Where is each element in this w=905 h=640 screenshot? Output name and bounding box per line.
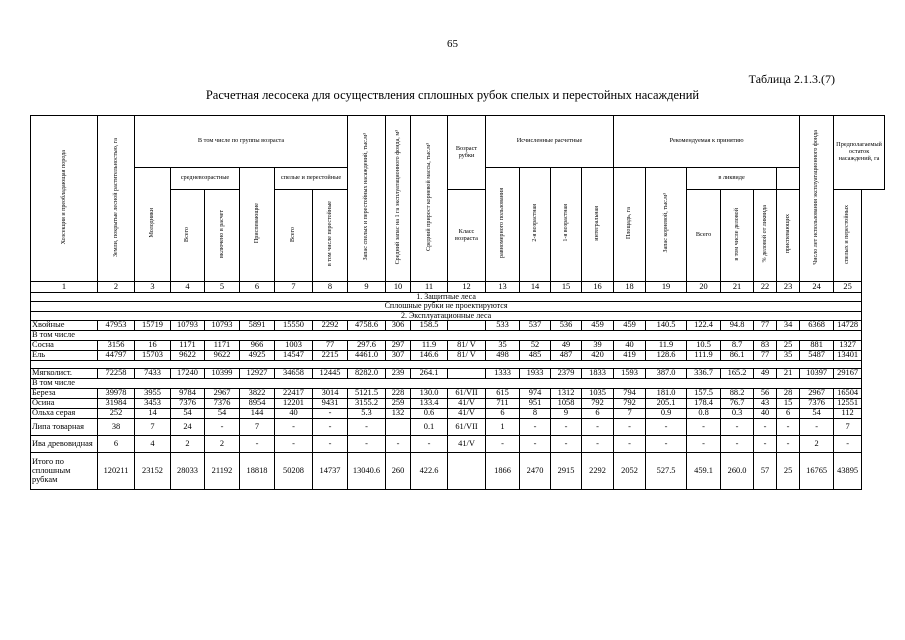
table-cell: 6 [582, 409, 614, 419]
table-cell: 794 [614, 389, 646, 399]
header-liquid: в ликвиде [687, 168, 777, 190]
table-row [31, 341, 885, 351]
table-cell: 35 [486, 341, 520, 351]
table-cell: 13040.6 [348, 453, 386, 490]
table-cell: 2 [171, 436, 205, 453]
table-cell: 12201 [275, 399, 313, 409]
table-cell: 533 [486, 321, 520, 331]
header-mature-all: Всего [275, 190, 313, 282]
table-cell: 112 [834, 409, 862, 419]
table-cell: 1933 [520, 369, 551, 379]
table-cell: 9622 [205, 351, 240, 361]
table-cell: - [687, 419, 721, 436]
table-cell [448, 369, 486, 379]
table-cell: 792 [582, 399, 614, 409]
table-cell: 485 [520, 351, 551, 361]
table-cell: 2215 [313, 351, 348, 361]
table-cell: 4925 [240, 351, 275, 361]
table-cell: - [754, 419, 777, 436]
table-row [31, 409, 885, 419]
table-cell: 57 [754, 453, 777, 490]
table-cell: 23152 [135, 453, 171, 490]
table-cell: - [834, 436, 862, 453]
table-cell: 0.3 [721, 409, 754, 419]
table-cell: 39978 [98, 389, 135, 399]
table-cell: - [386, 436, 411, 453]
table-cell: - [411, 436, 448, 453]
table-cell: - [486, 436, 520, 453]
header-middle: средневозрастные [171, 168, 240, 190]
table-cell: 966 [240, 341, 275, 351]
table-cell: 61/VII [448, 419, 486, 436]
table-cell: 419 [614, 351, 646, 361]
table-cell: 6 [98, 436, 135, 453]
table-cell: 17240 [171, 369, 205, 379]
table-cell: 44797 [98, 351, 135, 361]
header-young: Молодняки [135, 168, 171, 282]
table-cell: 122.4 [687, 321, 721, 331]
table-cell: 228 [386, 389, 411, 399]
table-cell: 81/ V [448, 351, 486, 361]
table-cell: 5487 [800, 351, 834, 361]
table-cell: 14547 [275, 351, 313, 361]
header-calc-group: Исчисленные расчетные [486, 116, 614, 168]
table-cell: - [646, 436, 687, 453]
table-cell: 15703 [135, 351, 171, 361]
table-cell: 11.9 [411, 341, 448, 351]
table-cell: 16765 [800, 453, 834, 490]
row-label-cell: Ива древовидная [31, 436, 98, 453]
table-cell: - [687, 436, 721, 453]
table-cell: 2292 [313, 321, 348, 331]
header-mature: спелые и перестойные [275, 168, 348, 190]
table-cell: 15719 [135, 321, 171, 331]
table-cell: - [313, 409, 348, 419]
table-cell: 14728 [834, 321, 862, 331]
table-cell: 881 [800, 341, 834, 351]
table-cell: 54 [205, 409, 240, 419]
table-cell [386, 419, 411, 436]
header-avg-growth: Средний прирост корневой массы, тыс.м³ [411, 116, 448, 282]
table-cell: 1866 [486, 453, 520, 490]
table-cell: 307 [386, 351, 411, 361]
table-cell: 1327 [834, 341, 862, 351]
table-cell: 8282.0 [348, 369, 386, 379]
table-cell: 2379 [551, 369, 582, 379]
table-cell: 3955 [135, 389, 171, 399]
table-cell: 24 [171, 419, 205, 436]
allowable-cut-table [30, 115, 885, 490]
table-cell [448, 453, 486, 490]
header-age-groups: В том числе по группы возраста [135, 116, 348, 168]
header-exp-premature: приспевающих [777, 190, 800, 282]
header-c1: Хозсекция и преобладающая порода [31, 116, 98, 282]
table-cell: 72258 [98, 369, 135, 379]
table-cell: 25 [777, 341, 800, 351]
table-cell: 7 [834, 419, 862, 436]
header-area: Площадь, га [614, 168, 646, 282]
table-cell: 537 [520, 321, 551, 331]
table-cell: 8954 [240, 399, 275, 409]
table-row [31, 351, 885, 361]
table-cell: 7376 [800, 399, 834, 409]
table-cell: 157.5 [687, 389, 721, 399]
table-cell: 527.5 [646, 453, 687, 490]
table-cell: 77 [754, 351, 777, 361]
table-cell: 11.9 [646, 341, 687, 351]
table-cell: 1003 [275, 341, 313, 351]
table-cell: 5.3 [348, 409, 386, 419]
table-cell: 3822 [240, 389, 275, 399]
table-cell: - [520, 436, 551, 453]
table-cell: 205.1 [646, 399, 687, 409]
table-cell: 29167 [834, 369, 862, 379]
table-cell: 28 [777, 389, 800, 399]
table-cell: 0.1 [411, 419, 448, 436]
table-cell: - [777, 419, 800, 436]
table-cell: 2967 [800, 389, 834, 399]
header-liquid-pct: % деловой от ликвида [754, 190, 777, 282]
table-cell: 9784 [171, 389, 205, 399]
table-cell: 7 [135, 419, 171, 436]
table-cell: 1171 [171, 341, 205, 351]
subheading-incl: В том числе [31, 331, 862, 341]
table-cell: 35 [777, 351, 800, 361]
table-cell: 7433 [135, 369, 171, 379]
table-cell: - [614, 436, 646, 453]
table-cell: 1171 [205, 341, 240, 351]
table-row [31, 389, 885, 399]
table-cell: 6 [486, 409, 520, 419]
row-label-cell: Липа товарная [31, 419, 98, 436]
table-cell: 9431 [313, 399, 348, 409]
table-cell: - [313, 419, 348, 436]
table-cell: 12445 [313, 369, 348, 379]
table-cell: - [275, 419, 313, 436]
table-cell: 54 [171, 409, 205, 419]
table-row [31, 436, 885, 453]
table-cell: 16 [135, 341, 171, 351]
table-cell: 130.0 [411, 389, 448, 399]
table-cell: 536 [551, 321, 582, 331]
table-cell: 40 [275, 409, 313, 419]
table-cell: 31984 [98, 399, 135, 409]
table-cell: 178.4 [687, 399, 721, 409]
header-premature: Приспевающие [240, 168, 275, 282]
table-cell: 459.1 [687, 453, 721, 490]
table-cell: 951 [520, 399, 551, 409]
table-cell [448, 321, 486, 331]
table-cell: 3014 [313, 389, 348, 399]
table-cell: 2915 [551, 453, 582, 490]
table-cell: 0.9 [646, 409, 687, 419]
table-cell: 1035 [582, 389, 614, 399]
header-expected: Предполагаемый остаток насаждений, га [834, 116, 885, 190]
table-cell: 498 [486, 351, 520, 361]
blank-row [31, 361, 862, 369]
table-cell: 3156 [98, 341, 135, 351]
table-cell: 88.2 [721, 389, 754, 399]
table-cell: 56 [754, 389, 777, 399]
column-numbers-row: 1 2 3 4 5 6 7 8 9 10 11 12 13 14 15 16 18 19 20 21 22 23 24 25 [31, 282, 885, 293]
table-cell: 83 [754, 341, 777, 351]
table-row [31, 369, 885, 379]
table-cell: 4461.0 [348, 351, 386, 361]
table-cell: 133.4 [411, 399, 448, 409]
table-cell: 22417 [275, 389, 313, 399]
header-exp-mature: спелых и перестойных [834, 190, 862, 282]
table-cell: 28033 [171, 453, 205, 490]
table-cell: 165.2 [721, 369, 754, 379]
table-cell: 12927 [240, 369, 275, 379]
table-row [31, 321, 885, 331]
table-cell: 306 [386, 321, 411, 331]
table-cell: 1333 [486, 369, 520, 379]
table-cell: 252 [98, 409, 135, 419]
table-cell: 13401 [834, 351, 862, 361]
table-cell: 1593 [614, 369, 646, 379]
table-cell: 10399 [205, 369, 240, 379]
table-cell: 77 [754, 321, 777, 331]
section-protective-note: Сплошные рубки не проектируются [31, 302, 862, 311]
table-cell: 2470 [520, 453, 551, 490]
table-cell: 2052 [614, 453, 646, 490]
table-number: Таблица 2.1.3.(7) [748, 72, 835, 86]
table-cell: 76.7 [721, 399, 754, 409]
table-cell: 974 [520, 389, 551, 399]
header-age1: 1-я возрастная [551, 168, 582, 282]
table-cell: 6368 [800, 321, 834, 331]
table-cell: 40 [754, 409, 777, 419]
header-c2: Земли, покрытые лесной растительностью, га [98, 116, 135, 282]
table-cell: 111.9 [687, 351, 721, 361]
table-cell: 297.6 [348, 341, 386, 351]
table-cell: 43 [754, 399, 777, 409]
table-cell: 711 [486, 399, 520, 409]
header-stock-root: Запас корневой, тыс.м³ [646, 168, 687, 282]
table-cell: 21 [777, 369, 800, 379]
table-cell: 487 [551, 351, 582, 361]
table-cell: 181.0 [646, 389, 687, 399]
row-label-cell: Мягколист. [31, 369, 98, 379]
table-cell: 14 [135, 409, 171, 419]
table-cell: 2 [800, 436, 834, 453]
table-cell: 12551 [834, 399, 862, 409]
page-number: 65 [447, 38, 458, 50]
table-cell: 10793 [205, 321, 240, 331]
table-title: Расчетная лесосека для осуществления сплошных рубок спелых и перестойных насаждений [205, 88, 700, 102]
table-cell: 144 [240, 409, 275, 419]
table-cell: 8 [520, 409, 551, 419]
table-cell: 1 [486, 419, 520, 436]
table-cell: 41/V [448, 399, 486, 409]
table-cell: 10397 [800, 369, 834, 379]
table-cell: 264.1 [411, 369, 448, 379]
header-years-use: Число лет использования эксплуатационного фонда [800, 116, 834, 282]
table-cell: 6 [777, 409, 800, 419]
subheading-incl: В том числе [31, 379, 862, 389]
table-cell: 7376 [171, 399, 205, 409]
table-cell: - [646, 419, 687, 436]
table-cell: - [240, 436, 275, 453]
row-label-cell: Хвойные [31, 321, 98, 331]
header-age2: 2-я возрастная [520, 168, 551, 282]
table-cell: 47953 [98, 321, 135, 331]
table-cell: 1058 [551, 399, 582, 409]
table-cell: 615 [486, 389, 520, 399]
table-cell: 1833 [582, 369, 614, 379]
table-cell: 21192 [205, 453, 240, 490]
table-cell: 49 [754, 369, 777, 379]
table-cell: 81/ V [448, 341, 486, 351]
table-cell: 459 [582, 321, 614, 331]
table-cell: 61/VII [448, 389, 486, 399]
header-stock-mature: Запас спелых и перестойных насаждений, тыс.м³ [348, 116, 386, 282]
table-cell: 8.7 [721, 341, 754, 351]
table-cell: 39 [582, 341, 614, 351]
table-cell: 0.8 [687, 409, 721, 419]
table-cell: 140.5 [646, 321, 687, 331]
table-cell: - [520, 419, 551, 436]
table-cell: 15550 [275, 321, 313, 331]
table-cell: 120211 [98, 453, 135, 490]
table-cell: 239 [386, 369, 411, 379]
table-row [31, 419, 885, 436]
table-cell: 132 [386, 409, 411, 419]
table-cell: 420 [582, 351, 614, 361]
table-cell: 7376 [205, 399, 240, 409]
table-cell: - [551, 419, 582, 436]
table-cell: 54 [800, 409, 834, 419]
table-cell: 387.0 [646, 369, 687, 379]
table-cell: 50208 [275, 453, 313, 490]
table-cell: 15 [777, 399, 800, 409]
table-cell: 52 [520, 341, 551, 351]
table-cell: 297 [386, 341, 411, 351]
table-cell: 259 [386, 399, 411, 409]
table-cell: 1312 [551, 389, 582, 399]
table-cell: 128.6 [646, 351, 687, 361]
table-cell: - [582, 419, 614, 436]
table-cell: 422.6 [411, 453, 448, 490]
table-cell: 0.6 [411, 409, 448, 419]
table-cell: - [800, 419, 834, 436]
row-label-cell: Ель [31, 351, 98, 361]
table-cell: 7 [240, 419, 275, 436]
table-cell: 16504 [834, 389, 862, 399]
table-cell: 336.7 [687, 369, 721, 379]
header-recommended: Рекомендуемая к принятию [614, 116, 800, 168]
table-cell: 43895 [834, 453, 862, 490]
header-age-class: Класс возраста [448, 190, 486, 282]
header-liquid-business: в том числе деловой [721, 190, 754, 282]
table-cell: 4758.6 [348, 321, 386, 331]
table-cell: - [551, 436, 582, 453]
table-cell: 5121.5 [348, 389, 386, 399]
table-cell: 5891 [240, 321, 275, 331]
table-cell: 4 [135, 436, 171, 453]
header-integral: интегральная [582, 168, 614, 282]
table-cell: 9 [551, 409, 582, 419]
table-row [31, 399, 885, 409]
table-cell: 9622 [171, 351, 205, 361]
table-cell: 86.1 [721, 351, 754, 361]
table-cell: - [275, 436, 313, 453]
table-cell: 34658 [275, 369, 313, 379]
table-cell: 77 [313, 341, 348, 351]
table-cell: 94.8 [721, 321, 754, 331]
table-cell: - [614, 419, 646, 436]
section-protective: 1. Защитные леса [31, 293, 862, 302]
header-avg-stock: Средний запас на 1 га эксплуатационного фонда, м³ [386, 116, 411, 282]
table-cell: 260.0 [721, 453, 754, 490]
header-middle-incl: включено в расчет [205, 190, 240, 282]
header-cut-age: Возраст рубки [448, 116, 486, 190]
header-liquid-all: Всего [687, 190, 721, 282]
header-mature-over: в том числе перестойные [313, 190, 348, 282]
section-exploitation: 2. Эксплуатационные леса [31, 311, 862, 320]
table-cell: 41/V [448, 409, 486, 419]
table-cell: 38 [98, 419, 135, 436]
table-cell: - [348, 419, 386, 436]
table-cell: 792 [614, 399, 646, 409]
table-cell: - [754, 436, 777, 453]
header-even-use: равномерного пользования [486, 168, 520, 282]
row-label-cell: Береза [31, 389, 98, 399]
row-label-cell: Ольха серая [31, 409, 98, 419]
table-cell: 10.5 [687, 341, 721, 351]
table-cell: 25 [777, 453, 800, 490]
table-cell: - [721, 436, 754, 453]
table-cell: 40 [614, 341, 646, 351]
table-cell: - [777, 436, 800, 453]
table-cell: 34 [777, 321, 800, 331]
table-cell: 14737 [313, 453, 348, 490]
table-cell: - [205, 419, 240, 436]
header-middle-all: Всего [171, 190, 205, 282]
table-cell: 146.6 [411, 351, 448, 361]
table-cell: 7 [614, 409, 646, 419]
table-cell: 260 [386, 453, 411, 490]
table-cell: 49 [551, 341, 582, 351]
row-label-cell: Осина [31, 399, 98, 409]
row-label-cell: Сосна [31, 341, 98, 351]
table-cell: 459 [614, 321, 646, 331]
table-cell: 3453 [135, 399, 171, 409]
table-cell: - [313, 436, 348, 453]
table-cell: 158.5 [411, 321, 448, 331]
table-cell: 2292 [582, 453, 614, 490]
table-cell: 3155.2 [348, 399, 386, 409]
table-cell: 10793 [171, 321, 205, 331]
table-cell: - [721, 419, 754, 436]
table-cell: 41/V [448, 436, 486, 453]
table-cell: - [348, 436, 386, 453]
table-cell: 18818 [240, 453, 275, 490]
table-row-total [31, 453, 885, 490]
table-cell: 2 [205, 436, 240, 453]
table-cell: - [582, 436, 614, 453]
table-cell: 2967 [205, 389, 240, 399]
row-label-cell: Итого по сплошным рубкам [31, 453, 98, 490]
